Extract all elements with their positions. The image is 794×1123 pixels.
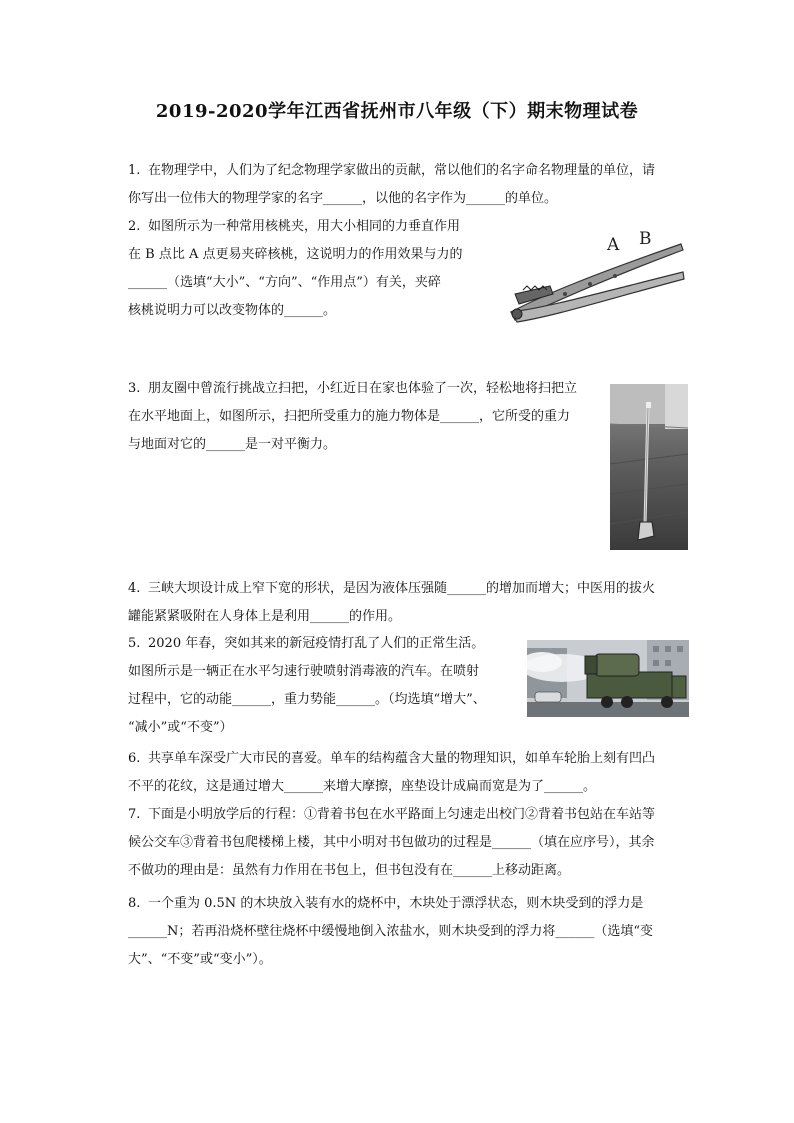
question-text: 2020 年春，突如其来的新冠疫情打乱了人们的正常生活。 [148, 636, 485, 651]
question-text: 三峡大坝设计成上窄下宽的形状，是因为液体压强随______的增加而增大；中医用的拔火 [148, 581, 656, 596]
label-a: A [607, 235, 620, 255]
question-text: ______（选填“大小”、“方向”、“作用点”）有关，夹碎 [128, 275, 441, 290]
question-text: 如图所示为一种常用核桃夹，用大小相同的力垂直作用 [148, 219, 461, 234]
question-7 [128, 801, 698, 885]
question-text: 不做功的理由是：虽然有力作用在书包上，但书包没有在______上移动距离。 [128, 863, 571, 878]
question-4 [128, 575, 698, 631]
nutcracker-figure [505, 224, 688, 327]
question-number: 4. [128, 581, 141, 596]
question-text: 与地面对它的______是一对平衡力。 [128, 437, 337, 452]
question-text: 朋友圈中曾流行挑战立扫把，小红近日在家也体验了一次，轻松地将扫把立 [148, 381, 578, 396]
question-text: 候公交车③背着书包爬楼梯上楼，其中小明对书包做功的过程是______（填在应序号），其余 [128, 835, 655, 850]
question-number: 3. [128, 381, 141, 396]
question-text: 罐能紧紧吸附在人身体上是利用______的作用。 [128, 609, 402, 624]
question-text: 共享单车深受广大市民的喜爱。单车的结构蕴含大量的物理知识，如单车轮胎上刻有凹凸 [148, 751, 656, 766]
question-text: 在物理学中，人们为了纪念物理学家做出的贡献，常以他们的名字命名物理量的单位，请 [148, 163, 656, 178]
question-text: 你写出一位伟大的物理学家的名字______，以他的名字作为______的单位。 [128, 191, 558, 206]
question-text: 在水平地面上，如图所示，扫把所受重力的施力物体是______，它所受的重力 [128, 409, 571, 424]
question-1 [128, 157, 698, 213]
question-8 [128, 890, 698, 974]
question-5 [128, 630, 548, 742]
question-text: 如图所示是一辆正在水平匀速行驶喷射消毒液的汽车。在喷射 [128, 664, 480, 679]
question-2 [128, 213, 498, 325]
question-3 [128, 375, 598, 459]
question-text: 在 B 点比 A 点更易夹碎核桃，这说明力的作用效果与力的 [128, 247, 463, 262]
question-text: 下面是小明放学后的行程：①背着书包在水平路面上匀速走出校门②背着书包站在车站等 [148, 807, 656, 822]
disinfection-truck-photo [527, 640, 689, 717]
question-text: 核桃说明力可以改变物体的______。 [128, 303, 337, 318]
question-text: “减小”或“不变”） [128, 720, 233, 735]
page-title: 2019-2020学年江西省抚州市八年级（下）期末物理试卷 [155, 101, 639, 122]
question-6 [128, 745, 698, 801]
question-text: ______N；若再沿烧杯壁往烧杯中缓慢地倒入浓盐水，则木块受到的浮力将______（选填“变 [128, 924, 654, 939]
question-number: 8. [128, 896, 141, 911]
question-number: 2. [128, 219, 141, 234]
label-b: B [639, 229, 652, 249]
question-number: 1. [128, 163, 141, 178]
question-number: 7. [128, 807, 141, 822]
question-text: 不平的花纹，这是通过增大______来增大摩擦，座垫设计成扁而宽是为了______。 [128, 779, 597, 794]
question-text: 一个重为 0.5N 的木块放入装有水的烧杯中，木块处于漂浮状态，则木块受到的浮力是 [148, 896, 644, 911]
question-text: 大”、“不变”或“变小”）。 [128, 952, 272, 967]
broom-photo [610, 384, 688, 550]
question-text: 过程中，它的动能______，重力势能______。（均选填“增大”、 [128, 692, 486, 707]
question-number: 5. [128, 636, 141, 651]
question-number: 6. [128, 751, 141, 766]
